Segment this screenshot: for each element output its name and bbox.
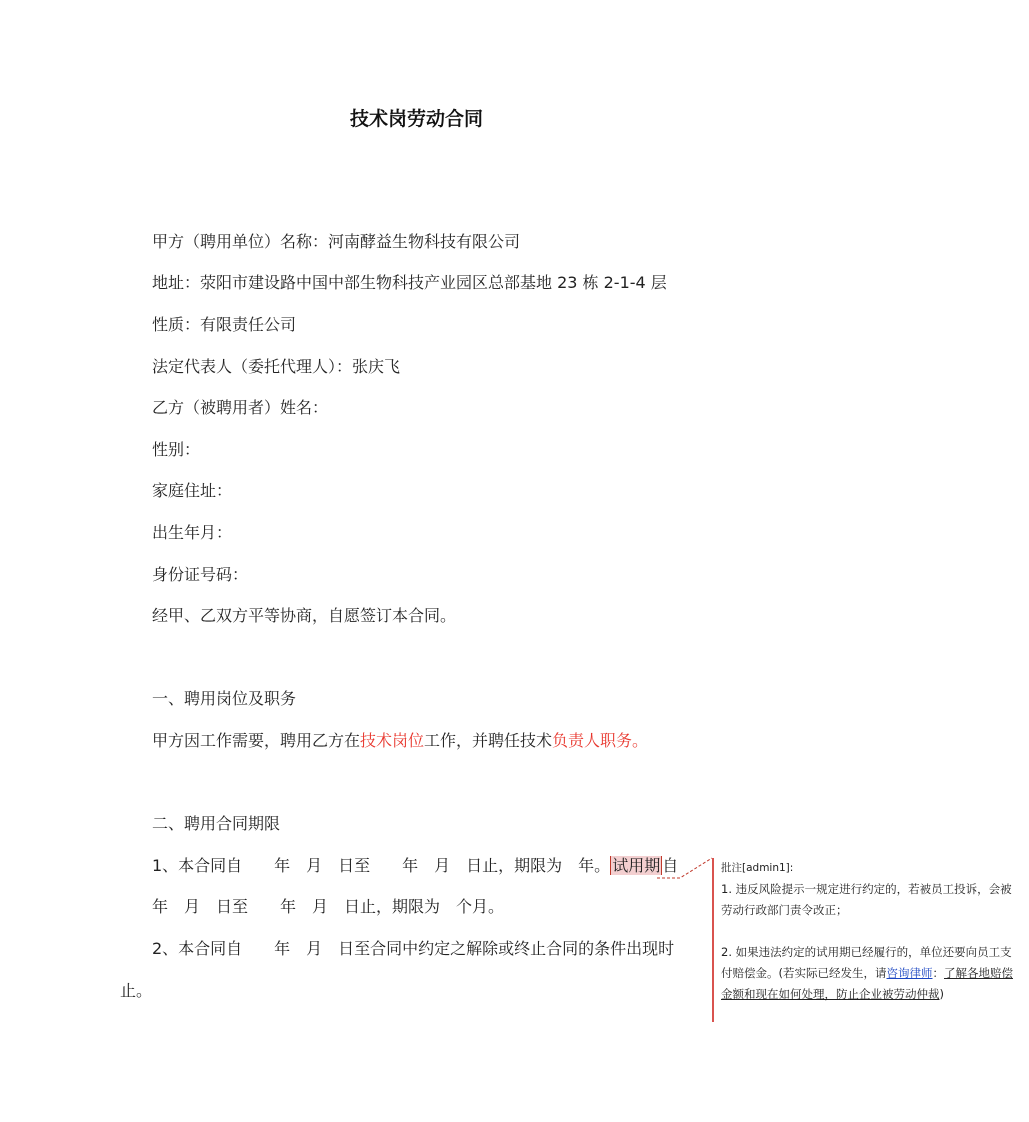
party-b-name: 乙方（被聘用者）姓名： bbox=[152, 398, 329, 417]
section1-text-a: 甲方因工作需要，聘用乙方在 bbox=[152, 731, 361, 750]
document-title: 技术岗劳动合同 bbox=[350, 108, 484, 130]
consult-lawyer-link[interactable]: 咨询律师 bbox=[886, 966, 933, 980]
probation-highlight[interactable]: 试用期 bbox=[612, 856, 661, 875]
term-item-2: 2、本合同自 年 月 日至合同中约定之解除或终止合同的条件出现时 bbox=[152, 939, 675, 958]
agreement-statement: 经甲、乙双方平等协商，自愿签订本合同。 bbox=[152, 606, 457, 625]
section2-heading: 二、聘用合同期限 bbox=[152, 814, 281, 833]
comment-line-4 bbox=[721, 963, 1024, 984]
comment-line-2: 劳动行政部门责令改正； bbox=[721, 903, 848, 917]
section1-text-c: 工作，并聘任技术 bbox=[424, 731, 553, 750]
compensation-link-cont[interactable]: 金额和现在如何处理，防止企业被劳动仲裁 bbox=[721, 987, 940, 1001]
term-item-1-tail: 自 bbox=[662, 856, 679, 875]
term-item-2-cont: 止。 bbox=[120, 981, 153, 1000]
compensation-link[interactable]: 了解各地赔偿 bbox=[944, 966, 1013, 980]
position-name: 技术岗位 bbox=[360, 731, 425, 750]
comment-text-5-end: ) bbox=[939, 987, 944, 1001]
term-item-1-text: 1、本合同自 年 月 日至 年 月 日止，期限为 年。 bbox=[152, 856, 611, 875]
party-a-name: 甲方（聘用单位）名称：河南酵益生物科技有限公司 bbox=[152, 232, 521, 251]
comment-text-4b: ： bbox=[932, 966, 944, 980]
section1-paragraph bbox=[152, 730, 648, 752]
term-item-1-cont: 年 月 日至 年 月 日止，期限为 个月。 bbox=[152, 897, 505, 916]
term-item-1 bbox=[152, 855, 678, 877]
party-b-gender: 性别： bbox=[152, 440, 201, 459]
comment-author: 批注[admin1]: bbox=[721, 862, 794, 874]
party-a-address: 地址：荥阳市建设路中国中部生物科技产业园区总部基地 23 栋 2-1-4 层 bbox=[152, 273, 667, 292]
duty-name: 负责人职务。 bbox=[552, 731, 649, 750]
comment-balloon[interactable] bbox=[712, 858, 1024, 1022]
party-b-birth: 出生年月： bbox=[152, 523, 233, 542]
section1-heading: 一、聘用岗位及职务 bbox=[152, 689, 297, 708]
comment-connector bbox=[655, 856, 715, 882]
party-b-id: 身份证号码： bbox=[152, 565, 249, 584]
comment-text-4a: 付赔偿金。(若实际已经发生，请 bbox=[721, 966, 887, 980]
comment-line-1: 1. 违反风险提示一规定进行约定的，若被员工投诉，会被 bbox=[721, 882, 1012, 896]
legal-representative: 法定代表人（委托代理人）：张庆飞 bbox=[152, 357, 401, 376]
party-b-address: 家庭住址： bbox=[152, 481, 233, 500]
party-a-type: 性质：有限责任公司 bbox=[152, 315, 297, 334]
comment-line-3: 2. 如果违法约定的试用期已经履行的，单位还要向员工支 bbox=[721, 945, 1012, 959]
comment-line-5 bbox=[721, 984, 1024, 1005]
